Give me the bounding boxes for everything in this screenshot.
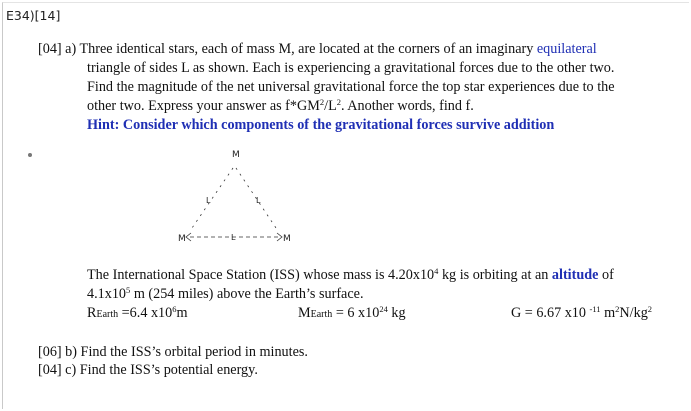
question-a-text-1: Three identical stars, each of mass M, are located at the corners of an imaginary [79,41,534,57]
problem-id: E34)[14] [6,8,61,23]
left-star-label: M [178,234,186,244]
question-a-line-3: Find the magnitude of the net universal gravitational force the top star experiences due to the [87,79,615,95]
gravitational-constant: G = 6.67 x10 $^{-11}$ $m^2N/kg^2$ [511,304,653,321]
left-side-dashed [192,168,233,228]
triangle-diagram [160,140,310,250]
question-a-line-1 [38,41,597,57]
right-star-label: M [283,234,291,244]
question-b: [06] b) Find the ISS’s orbital period in minutes. [38,344,308,360]
iss-line-1: The International Space Station (ISS) whose mass is $4.20x10^4$ kg is orbiting at an altitude of [87,266,614,283]
right-side-label: L [256,196,261,205]
top-star-label: M [232,150,240,160]
bullet-dot [28,153,32,157]
question-c: [04] c) Find the ISS’s potential energy. [38,362,258,378]
iss-line-2: $4.1x10^5$ m (254 miles) above the Earth’s surface. [87,285,364,302]
question-a-line-4: other two. Express your answer as $f*GM^2/L^2$. Another words, find f. [87,97,474,114]
earth-radius: REarth =6.4 $x10^6m$ [87,304,188,321]
left-side-label: L [206,196,211,205]
earth-mass: MEarth = 6 $x10^{24}$ kg [298,304,406,321]
equilateral-link[interactable]: equilateral [536,41,597,57]
question-a-line-2: triangle of sides L as shown. Each is experiencing a gravitational forces due to the other two. [87,60,615,76]
altitude-link[interactable]: altitude [551,267,599,283]
question-a-tag: [04] a) [38,41,77,57]
hint-text: Hint: Consider which components of the gravitational forces survive addition [87,117,555,133]
base-side-label: L [231,233,236,242]
